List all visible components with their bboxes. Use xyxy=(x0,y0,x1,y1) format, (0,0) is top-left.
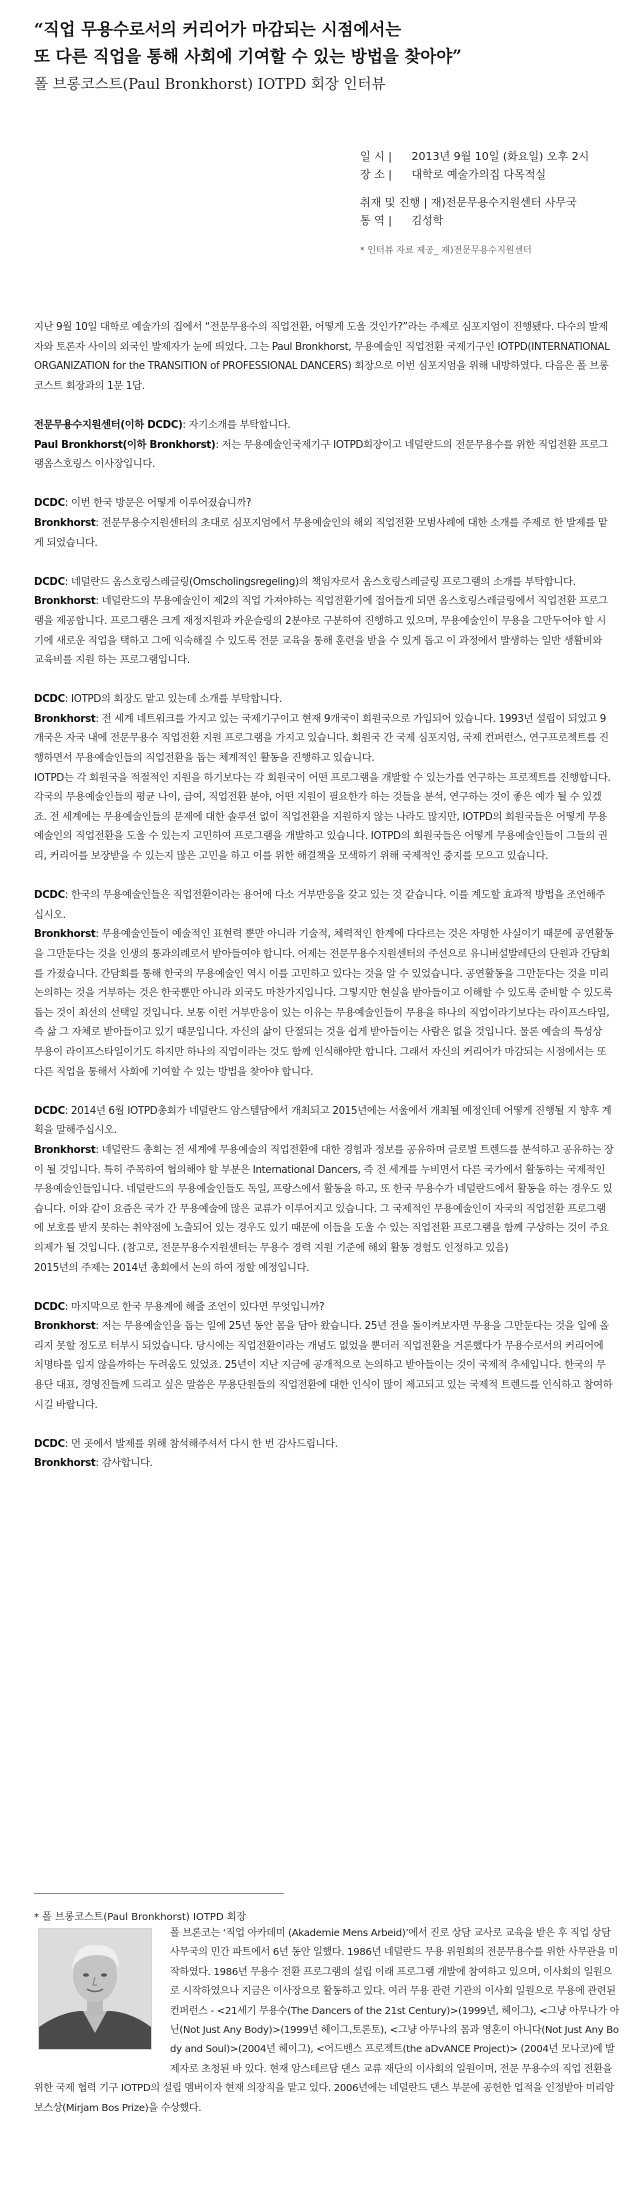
answer-speaker: Bronkhorst xyxy=(34,517,96,529)
answer-text: : 저는 무용예술인을 돕는 일에 25년 동안 몸을 담아 왔습니다. 25년 전을 돌이켜보자면 무용을 그만둔다는 것을 입에 올리지 못할 정도로 터부시 되었습니다. 당시에는 직업전환이라는 개념도 없었을 뿐더러 직업전환을 거론했다가 무용수로서의 커리어에 치명타를 입지 않을까하는 두려움도 있었죠. 25년이 지난 지금에 공개적으로 논의하고 받아들이는 것이 국제적 추세입니다. 한국의 무용단 대표, 경영진들께 드리고 싶은 말씀은 무용단원들의 직업전환에 대한 인식이 많이 제고되고 있는 국제적 트렌드를 인식하고 참여하시길 바랍니다. xyxy=(34,1321,613,1411)
meta-interpreter-label: 통 역 | xyxy=(360,214,392,227)
meta-reporter-label: 취재 및 진행 | xyxy=(360,196,428,209)
question-speaker: 전문무용수지원센터(이하 DCDC) xyxy=(34,419,183,431)
interview-meta xyxy=(360,148,630,260)
meta-place-label: 장 소 | xyxy=(360,168,392,181)
profile-heading: * 폴 브롱코스트(Paul Bronkhorst) IOTPD 회장 xyxy=(34,1912,247,1923)
question-speaker: DCDC xyxy=(34,1438,65,1450)
answer-speaker: Bronkhorst xyxy=(34,929,96,941)
qa-block-3 xyxy=(34,573,614,671)
profile-biography xyxy=(34,1924,620,2118)
article-title xyxy=(34,16,614,70)
answer-speaker: Bronkhorst xyxy=(34,713,96,725)
answer-text-continued: 2015년의 주제는 2014년 총회에서 논의 하여 정할 예정입니다. xyxy=(34,1262,310,1274)
question-text: : 마지막으로 한국 무용계에 해줄 조언이 있다면 무엇입니까? xyxy=(64,1301,325,1313)
question-speaker: DCDC xyxy=(34,694,65,706)
photo-credit-note: * 인터뷰 자료 제공_ 재)전문무용수지원센터 xyxy=(360,246,532,256)
question-text: : 네덜란드 옴스호링스레글링(Omscholingsregeling)의 책임자로서 옴스호링스레글링 프로그램의 소개를 부탁합니다. xyxy=(64,576,576,588)
meta-place-value: 대학로 예술가의집 다목적실 xyxy=(411,168,547,181)
answer-speaker: Bronkhorst xyxy=(34,1458,96,1470)
question-text: : 2014년 6월 IOTPD총회가 네덜란드 암스텔담에서 개최되고 2015년에는 서울에서 개최될 예정인데 어떻게 진행될 지 향후 계획을 말해주십시오. xyxy=(34,1105,612,1137)
answer-text: : 네덜란드 총회는 전 세계에 무용예술의 직업전환에 대한 경험과 정보를 공유하며 글로벌 트렌드를 분석하고 공유하는 장이 될 것입니다. 특히 주목하여 협의해야 할 부분은 International Dancers, 즉 전 세계를 누비면서 다른 국가에서 활동하는 국제적인 무용예술인들입니다. 네덜란드의 무용예술인들도 독일, 프랑스에서 활동을 하고, 또 한국 무용수가 네덜란드에서 활동을 하는 경우도 있습니다. 이와 같이 요즘은 국가 간 무용예술에 많은 교류가 이루어지고 있습니다. 그 국제적인 무용예술인이 자국의 직업전환 프로그램에 보호를 받지 못하는 취약점에 노출되어 있는 경우도 있기 때문에 이들을 도울 수 있는 직업전환 프로그램을 함께 구상하는 것이 주요 의제가 될 것입니다. (참고로, 전문무용수지원센터는 무용수 경력 지원 기준에 해외 활동 경험도 인정하고 있음) xyxy=(34,1144,614,1254)
meta-date-value: 2013년 9월 10일 (화요일) 오후 2시 xyxy=(411,150,590,163)
qa-block-1 xyxy=(34,416,614,475)
answer-text: : 무용예술인들이 예술적인 표현력 뿐만 아니라 기술적, 체력적인 한계에 다다르는 것은 자명한 사실이기 때문에 공연활동을 그만둔다는 것을 인생의 통과의례로서 받아들여야 합니다. 어제는 전문무용수지원센터의 주선으로 유니버설발레단의 단원과 간담회를 가졌습니다. 간담회를 통해 한국의 무용예술인 역시 이를 고민하고 있다는 것을 알 수 있었습니다. 공연활동을 그만둔다는 것을 미리 논의하는 것을 거부하는 것은 한국뿐만 아니라 외국도 마찬가지입니다. 그렇지만 현실을 받아들이고 이해할 수 있도록 준비할 수 있도록 돕는 것이 최선의 선택일 것입니다. 보통 이런 거부반응이 있는 이유는 무용예술인들이 무용을 하나의 직업이라기보다는 라이프스타일, 즉 삶 그 자체로 받아들이고 있기 때문입니다. 자신의 삶이 단절되는 것을 쉽게 받아들이는 사람은 없을 것입니다. 물론 예술의 특성상 무용이 라이프스타일이기도 하지만 하나의 직업이라는 것도 함께 인식해야만 합니다. 그래서 자신의 커리어가 마감되는 시점에서는 또 다른 직업을 통해서 사회에 기여할 수 있는 방법을 찾아야 합니다. xyxy=(34,929,614,1078)
title-line-1: “직업 무용수로서의 커리어가 마감되는 시점에서는 xyxy=(34,20,402,39)
meta-place xyxy=(360,166,630,184)
question-text: : IOTPD의 회장도 맡고 있는데 소개를 부탁합니다. xyxy=(64,694,283,706)
meta-interpreter xyxy=(360,212,630,230)
meta-date xyxy=(360,148,630,166)
question-speaker: DCDC xyxy=(34,890,65,902)
qa-block-6 xyxy=(34,1102,614,1278)
article-subtitle: 폴 브롱코스트(Paul Bronkhorst) IOTPD 회장 인터뷰 xyxy=(34,77,386,93)
qa-block-8 xyxy=(34,1435,614,1474)
answer-text: : 감사합니다. xyxy=(95,1458,153,1470)
question-speaker: DCDC xyxy=(34,1301,65,1313)
answer-text: : 저는 무용예술인국제기구 IOTPD회장이고 네덜란드의 전문무용수를 위한 직업전환 프로그램옴스호링스 이사장입니다. xyxy=(34,439,609,471)
answer-speaker: Bronkhorst xyxy=(34,1321,96,1333)
question-text: : 먼 곳에서 발제를 위해 참석해주셔서 다시 한 번 감사드립니다. xyxy=(64,1438,338,1450)
answer-text: : 전문무용수지원센터의 초대로 심포지엄에서 무용예술인의 해외 직업전환 모범사례에 대한 소개를 주제로 한 발제를 맡게 되었습니다. xyxy=(34,517,608,549)
interview-body xyxy=(34,318,614,1494)
answer-speaker: Paul Bronkhorst(이하 Bronkhorst) xyxy=(34,439,216,451)
question-speaker: DCDC xyxy=(34,576,65,588)
answer-text-continued: IOTPD는 각 회원국을 적절적인 지원을 하기보다는 각 회원국이 어떤 프로그램을 개발할 수 있는가를 연구하는 프로젝트를 진행합니다. 각국의 무용예술인들의 평균 나이, 급여, 직업전환 분야, 어떤 지원이 필요한가 하는 것들을 분석, 연구하는 것이 좋은 예가 될 수 있겠죠. 전 세계에는 무용예술인들의 문제에 대한 솔루션 없이 직업전환을 지원하지 않는 나라도 많지만, IOTPD의 회원국들은 어떻게 무용예술인의 직업전환을 도울 수 있는지 고민하여 프로그램을 개발하고 있습니다. IOTPD의 회원국들은 어떻게 무용예술인들이 그들의 권리, 커리어를 보장받을 수 있는지 많은 고민을 하고 이를 위한 해결책을 모색하기 위해 국제적인 중지를 모으고 있습니다. xyxy=(34,772,611,863)
qa-block-7 xyxy=(34,1298,614,1416)
qa-block-5 xyxy=(34,886,614,1082)
qa-block-2 xyxy=(34,494,614,553)
answer-text: : 전 세계 네트워크를 가지고 있는 국제기구이고 현재 9개국이 회원국으로 가입되어 있습니다. 1993년 설립이 되었고 9개국은 자국 내에 전문무용수 직업전환 지원 프로그램을 가지고 있습니다. 회원국 간 국제 심포지엄, 국제 컨퍼런스, 연구프로젝트를 진행하면서 무용예술인들의 직업전환을 돕는 체계적인 활동을 진행하고 있습니다. xyxy=(34,713,609,765)
answer-speaker: Bronkhorst xyxy=(34,1144,96,1156)
question-speaker: DCDC xyxy=(34,498,65,510)
question-text: : 이번 한국 방문은 어떻게 이루어졌습니까? xyxy=(64,498,252,510)
question-text: : 자기소개를 부탁합니다. xyxy=(182,419,291,431)
meta-interpreter-value: 김성학 xyxy=(411,214,444,227)
profile-biography-text: 폴 브론코는 ‘직업 아카데미 (Akademie Mens Arbeid)’에서 진로 상담 교사로 교육을 받은 후 직업 상담 사무국의 민간 파트에서 6년 동안 일했다. 1986년 네덜란드 무용 위원회의 전문무용수를 위한 사무관을 미작하였다. 1986년 무용수 전환 프로그램의 설립 이래 프로그램 개발에 참여하고 있으며, 이사회의 일원으로 시작하였으나 지금은 이사장으로 활동하고 있다. 여러 무용 관련 기관의 이사회 일원으로 무용에 관련된 컨퍼런스 - <21세기 무용수(The Dancers of the 21st Century)>(1999년, 헤이그), <그냥 아무나가 아닌(Not Just Any Body)>(1999년 헤이그,토론토), <그냥 아무나의 몸과 영혼이 아니다(Not Just Any Body and Soul)>(2004년 헤이그), <어드밴스 프로젝트(the aDvANCE Project)> (2004년 모나코)에 발제자로 초청된 바 있다. 현재 암스테르담 댄스 교류 재단의 이사회의 일원이며, 전문 무용수의 직업 전환을 위한 국제 협력 기구 IOTPD의 설립 멤버이자 현재 의장직을 맡고 있다. 2006년에는 네덜란드 댄스 부문에 공헌한 업적을 인정받아 미리암 보스상(Mirjam Bos Prize)을 수상했다. xyxy=(34,1928,620,2114)
meta-date-label: 일 시 | xyxy=(360,150,392,163)
meta-reporter xyxy=(360,194,630,212)
question-text: : 한국의 무용예술인들은 직업전환이라는 용어에 다소 거부반응을 갖고 있는 것 같습니다. 이를 계도할 효과적 방법을 조언해주십시오. xyxy=(34,890,606,921)
profile-divider xyxy=(34,1893,284,1894)
meta-reporter-value: 재)전문무용수지원센터 사무국 xyxy=(430,196,577,209)
answer-speaker: Bronkhorst xyxy=(34,596,96,608)
title-line-2: 또 다른 직업을 통해 사회에 기여할 수 있는 방법을 찾아야” xyxy=(34,47,462,66)
answer-text: : 네덜란드의 무용예술인이 제2의 직업 가져야하는 직업전환기에 접어들게 되면 옴스호링스레글링에서 직업전환 프로그램을 제공합니다. 프로그램은 크게 재정지원과 카운슬링의 2분야로 구분하여 진행하고 있으며, 무용예술인이 무용을 그만두어야 할 시기에 새로운 직업을 택하고 그에 익숙해질 수 있도록 전문 교육을 통해 훈련을 받을 수 있게 돕고 이 과정에서 발생하는 일반 생활비와 교육비를 지원 하는 프로그램입니다. xyxy=(34,596,608,667)
qa-block-4 xyxy=(34,690,614,866)
question-speaker: DCDC xyxy=(34,1105,65,1117)
intro-paragraph: 지난 9월 10일 대학로 예술가의 집에서 “전문무용수의 직업전환, 어떻게 도울 것인가?”라는 주제로 심포지엄이 진행됐다. 다수의 발제자와 토론자 사이의 외국인 발제자가 눈에 띄었다. 그는 Paul Bronkhorst, 무용예술인 직업전환 국제기구인 IOTPD(INTERNATIONAL ORGANIZATION for the TRANSITION of PROFESSIONAL DANCERS) 회장으로 이번 심포지엄을 위해 내방하였다. 다음은 폴 브롱코스트 회장과의 1문 1답. xyxy=(34,322,610,392)
